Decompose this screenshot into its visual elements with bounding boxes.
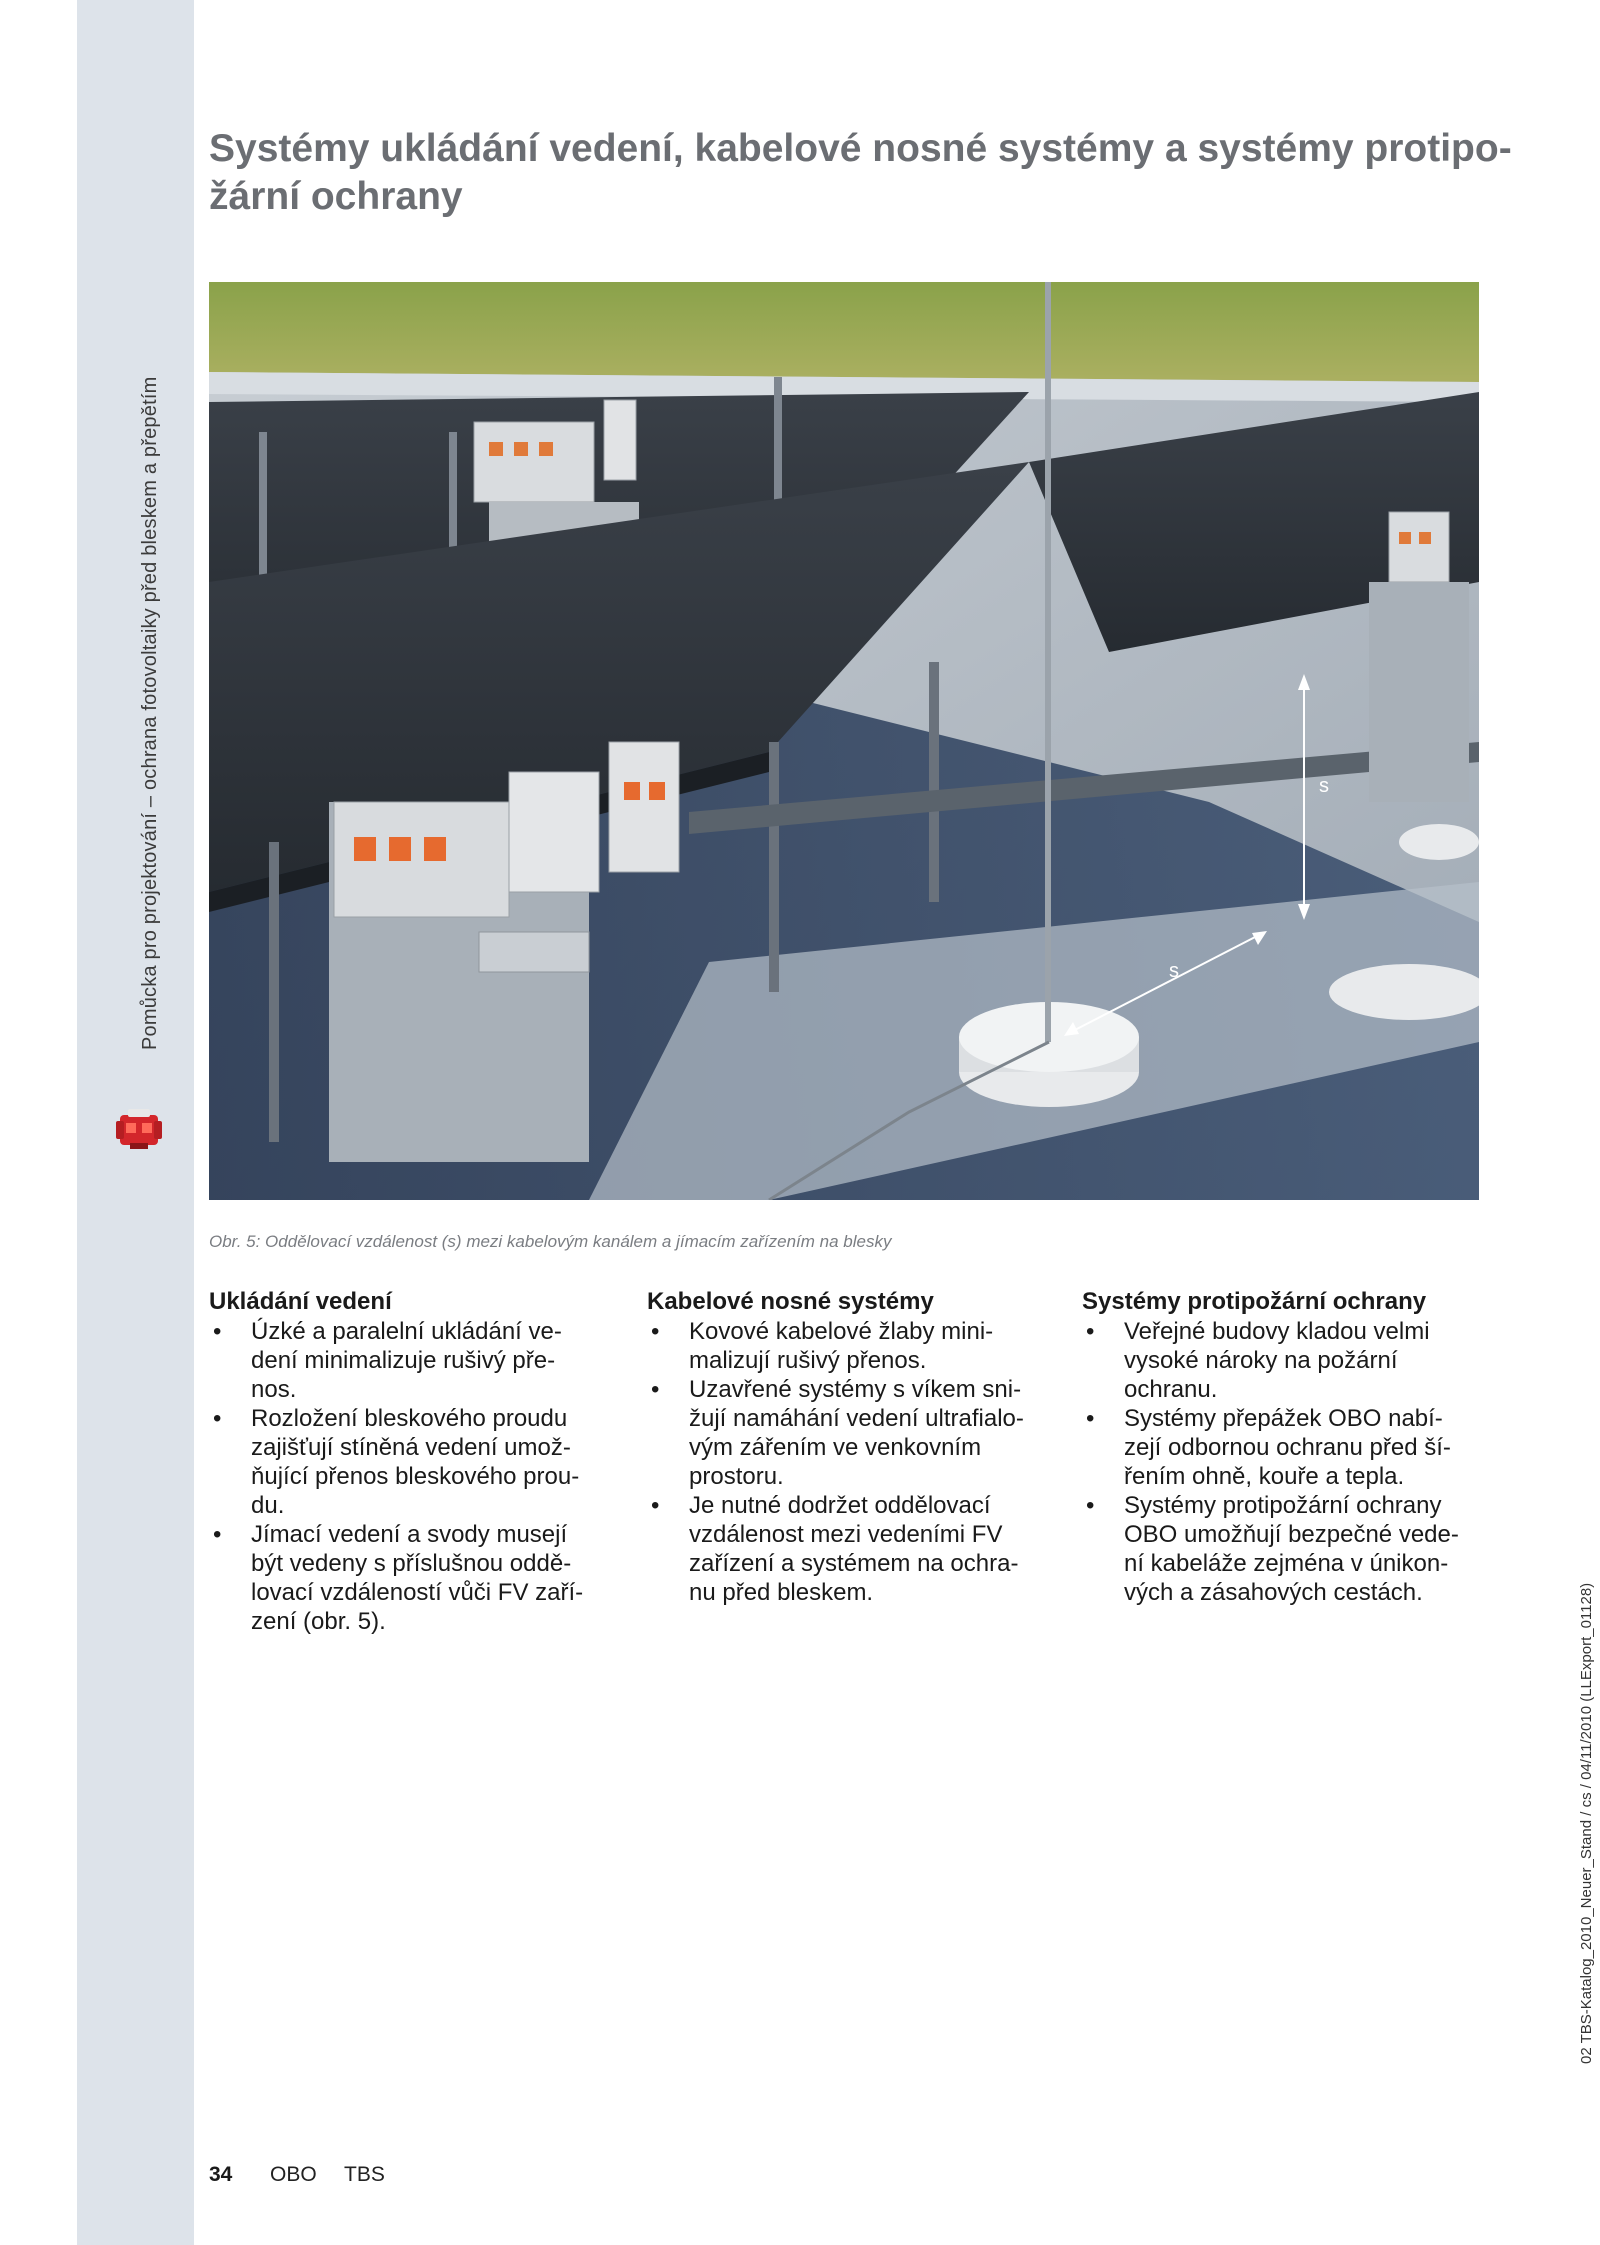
page-title-line1: Systémy ukládání vedení, kabelové nosné systémy a systémy protipo- (209, 127, 1512, 170)
list-item: • Systémy přepážek OBO nabí- zejí odbornou ochranu před ší- řením ohně, kouře a tepla. (1086, 1405, 1451, 1490)
column-kabelove-nosne-systemy (647, 1287, 1057, 1607)
bullet-icon: • (1086, 1318, 1095, 1345)
page-title (209, 125, 1529, 221)
bullet-icon: • (1086, 1405, 1095, 1432)
bullet-icon: • (213, 1521, 222, 1548)
bullet-icon: • (213, 1318, 222, 1345)
bullet-icon: • (1086, 1492, 1095, 1519)
dimension-s-horizontal: s (1169, 960, 1179, 982)
bullet-list (209, 1317, 619, 1636)
dimension-s-vertical: s (1319, 775, 1329, 797)
list-item: • Kovové kabelové žlaby mini- malizují rušivý přenos. (651, 1318, 994, 1374)
list-item: • Jímací vedení a svody musejí být vedeny s příslušnou oddě- lovací vzdáleností vůči FV zaří- zení (obr. 5). (213, 1521, 584, 1635)
column-heading: Ukládání vedení (209, 1288, 392, 1315)
figure-caption: Obr. 5: Oddělovací vzdálenost (s) mezi kabelovým kanálem a jímacím zařízením na blesky (209, 1232, 892, 1251)
figure-pv-roof (209, 282, 1479, 1200)
sidebar-vertical-title: Pomůcka pro projektování – ochrana fotovoltaiky před bleskem a přepětím (139, 376, 161, 1050)
column-ukladani-vedeni (209, 1287, 619, 1636)
brand-obo: OBO (270, 2163, 317, 2186)
list-item: • Úzké a paralelní ukládání ve- dení minimalizuje rušivý pře- nos. (213, 1318, 562, 1403)
bullet-list (647, 1317, 1057, 1607)
bullet-icon: • (213, 1405, 222, 1432)
footer-side-code: 02 TBS-Katalog_2010_Neuer_Stand / cs / 04/11/2010 (LLExport_01128) (1578, 1582, 1595, 2064)
list-item: • Uzavřené systémy s víkem sni- žují namáhání vedení ultrafialo- vým zářením ve venkovním prostoru. (651, 1376, 1024, 1490)
column-heading: Systémy protipožární ochrany (1082, 1288, 1427, 1315)
bullet-icon: • (651, 1492, 660, 1519)
bullet-icon: • (651, 1376, 660, 1403)
red-device-icon (112, 1105, 166, 1153)
bullet-list (1082, 1317, 1492, 1607)
column-heading: Kabelové nosné systémy (647, 1288, 934, 1315)
list-item: • Je nutné dodržet oddělovací vzdálenost mezi vedeními FV zařízení a systémem na ochra- nu před bleskem. (651, 1492, 1019, 1606)
pv-roof-illustration (209, 282, 1479, 1200)
column-protipozarni-ochrana (1082, 1287, 1492, 1607)
list-item: • Rozložení bleskového proudu zajišťují stíněná vedení umož- ňující přenos bleskového prou- du. (213, 1405, 580, 1519)
page-title-line2: žární ochrany (209, 175, 463, 218)
list-item: • Systémy protipožární ochrany OBO umožňují bezpečné vede- ní kabeláže zejména v únikon- vých a zásahových cestách. (1086, 1492, 1459, 1606)
page-number: 34 (209, 2163, 233, 2186)
brand-tbs: TBS (344, 2163, 385, 2186)
bullet-icon: • (651, 1318, 660, 1345)
list-item: • Veřejné budovy kladou velmi vysoké nároky na požární ochranu. (1086, 1318, 1430, 1403)
